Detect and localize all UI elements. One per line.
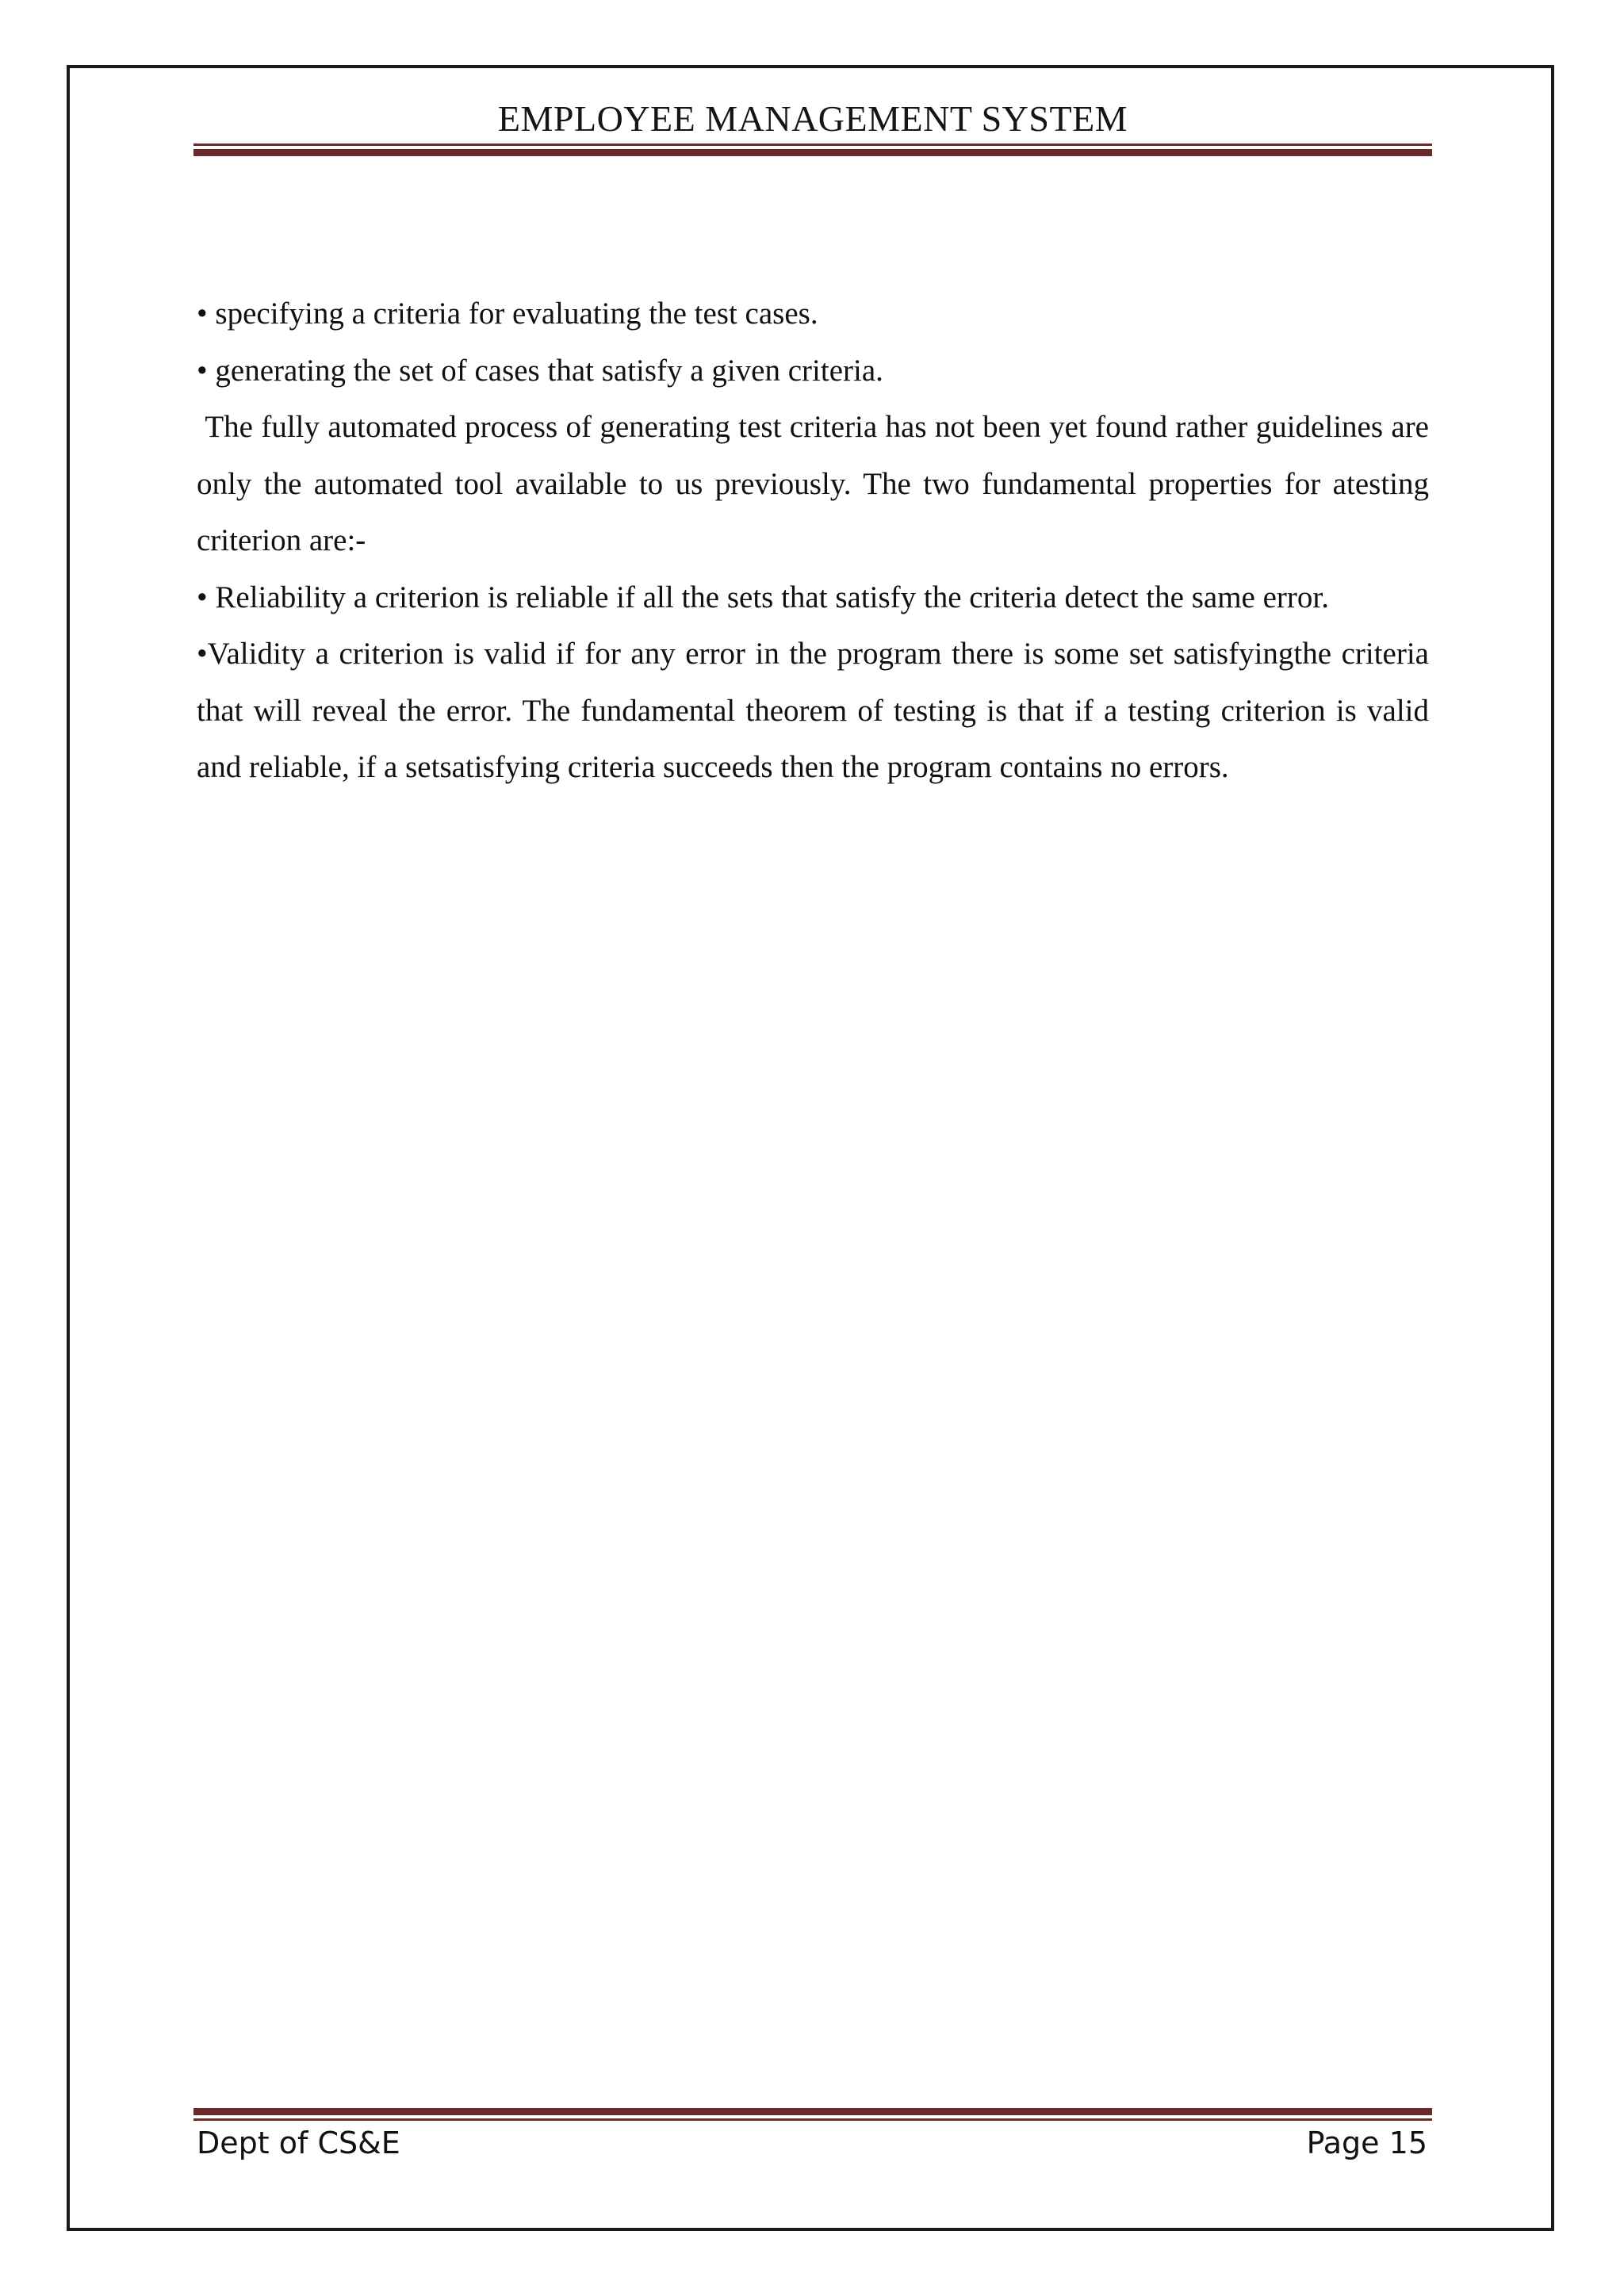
footer-department: Dept of CS&E [197,2126,400,2160]
footer-rule-thin-line [193,2118,1432,2121]
header-rule [193,144,1432,156]
footer-page-number: Page 15 [1306,2126,1427,2160]
bullet-criteria-evaluation: • specifying a criteria for evaluating the test cases. [197,297,818,331]
header-rule-thick-line [193,149,1432,156]
paragraph-automated-process: The fully automated process of generating test criteria has not been yet found rather guidelines are only the automated tool available to us previously. The two fundamental properties for atesting criterion are:- [197,410,1437,557]
bullet-generating-cases: • generating the set of cases that satisfy a given criteria. [197,353,883,388]
page-header-title: EMPLOYEE MANAGEMENT SYSTEM [497,98,1128,139]
footer-rule-thick-line [193,2108,1432,2115]
footer-rule [193,2108,1432,2121]
bullet-reliability: • Reliability a criterion is reliable if all the sets that satisfy the criteria detect the same error. [197,580,1329,614]
paragraph-validity: •Validity a criterion is valid if for any error in the program there is some set satisfyingthe criteria that will reveal the error. The fundamental theorem of testing is that if a testing criterion is valid and reliable, if a setsatisfying criteria succeeds then the program contains no errors. [197,637,1429,784]
document-body [197,285,1437,796]
